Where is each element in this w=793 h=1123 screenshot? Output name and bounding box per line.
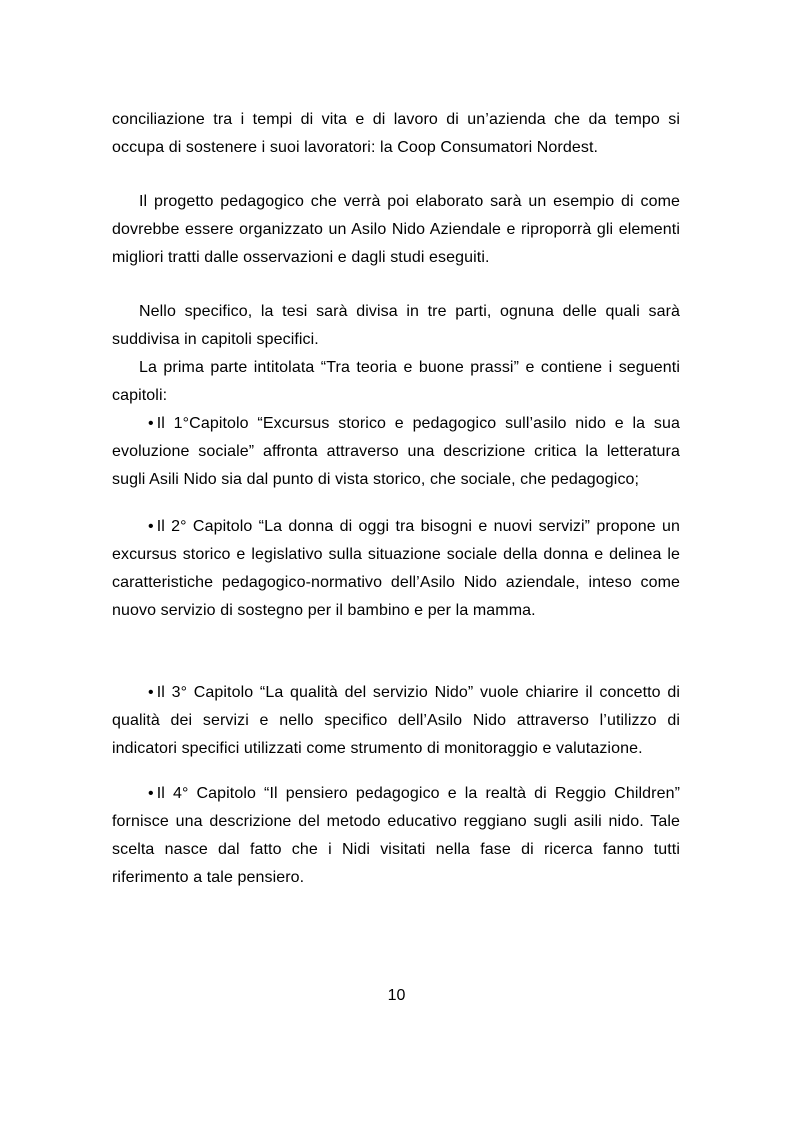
- bullet-item-capitolo-2: [112, 513, 680, 625]
- bullet-item-text: Il 2° Capitolo “La donna di oggi tra bisogni e nuovi servizi” propone un excursus storico e legislativo sulla situazione sociale della donna e delinea le caratteristiche pedagogico-normativo dell’Asilo Nido aziendale, inteso come nuovo servizio di sostegno per il bambino e per la mamma.: [112, 518, 680, 619]
- bullet-item-capitolo-4: [112, 780, 680, 892]
- bullet-icon: •: [148, 518, 154, 535]
- paragraph-progetto-pedagogico: Il progetto pedagogico che verrà poi elaborato sarà un esempio di come dovrebbe essere organizzato un Asilo Nido Aziendale e riproporrà gli elementi migliori tratti dalle osservazioni e dagli studi eseguiti.: [112, 193, 680, 266]
- bullet-item-text: Il 3° Capitolo “La qualità del servizio Nido” vuole chiarire il concetto di qualità dei servizi e nello specifico dell’Asilo Nido attraverso l’utilizzo di indicatori specifici utilizzati come strumento di monitoraggio e valutazione.: [112, 684, 680, 757]
- bullet-item-text: Il 1°Capitolo “Excursus storico e pedagogico sull’asilo nido e la sua evoluzione sociale” affronta attraverso una descrizione critica la letteratura sugli Asili Nido sia dal punto di vista storico, che sociale, che pedagogico;: [112, 415, 680, 488]
- paragraph-prima-parte: La prima parte intitolata “Tra teoria e buone prassi” e contiene i seguenti capitoli:: [112, 359, 680, 404]
- bullet-item-text: Il 4° Capitolo “Il pensiero pedagogico e la realtà di Reggio Children” fornisce una descrizione del metodo educativo reggiano sugli asili nido. Tale scelta nasce dal fatto che i Nidi visitati nella fase di ricerca fanno tutti riferimento a tale pensiero.: [112, 785, 680, 886]
- bullet-icon: •: [148, 415, 154, 432]
- page-number: 10: [387, 987, 406, 1004]
- bullet-icon: •: [148, 785, 154, 802]
- paragraph-nello-specifico: Nello specifico, la tesi sarà divisa in tre parti, ognuna delle quali sarà suddivisa in capitoli specifici.: [112, 303, 680, 348]
- page-footer: [0, 982, 793, 1010]
- paragraph-continuation: conciliazione tra i tempi di vita e di lavoro di un’azienda che da tempo si occupa di sostenere i suoi lavoratori: la Coop Consumatori Nordest.: [112, 111, 680, 156]
- bullet-item-capitolo-3: [112, 679, 680, 763]
- page-body: [112, 106, 680, 892]
- bullet-icon: •: [148, 684, 154, 701]
- bullet-item-capitolo-1: [112, 410, 680, 494]
